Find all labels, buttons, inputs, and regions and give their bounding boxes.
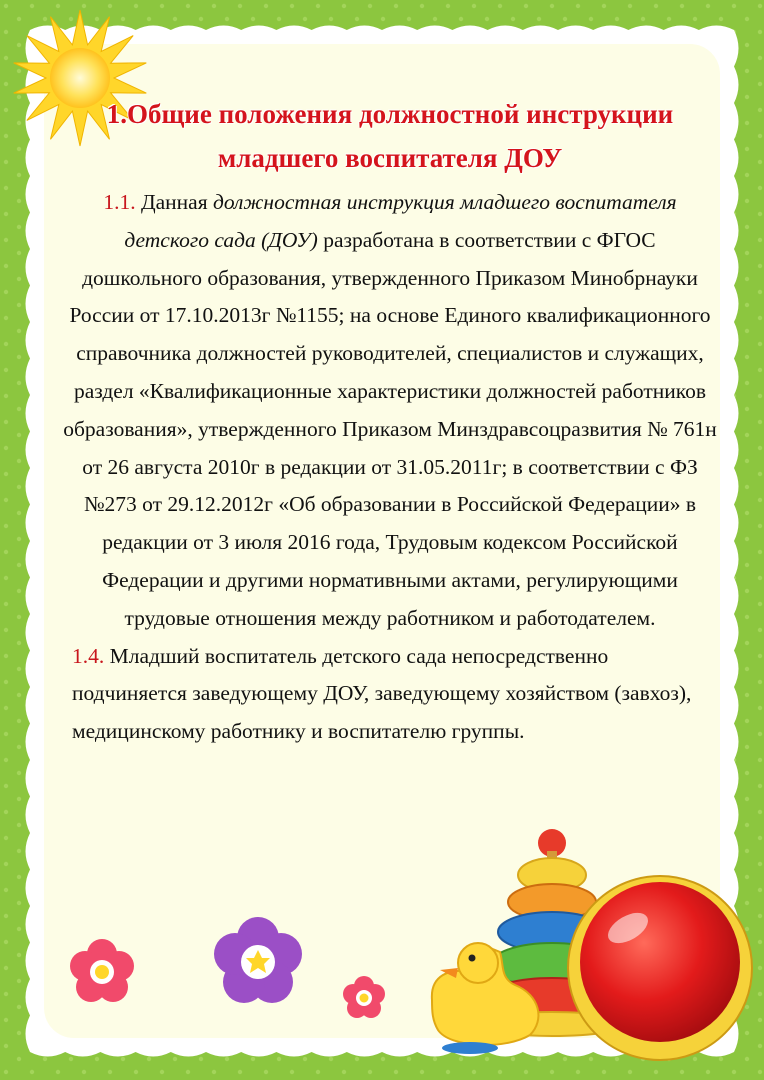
title-line-2: младшего воспитателя ДОУ (217, 143, 563, 173)
section-1-1-text-start: Данная (140, 190, 213, 214)
section-1-4-number: 1.4. (72, 643, 105, 668)
section-1-1-text: разработана в соответствии с ФГОС дошкольного образования, утвержденного Приказом Минобрнауки России от 17.10.2013г №1155; на основе Единого квалификационного справочника должностей руководителей, специалистов и служащих, раздел «Квалификационные характеристики должностей работников образования», утвержденного Приказом Минздравсоцразвития № 761н от 26 августа 2010г в редакции от 31.05.2011г; в соответствии с ФЗ №273 от 29.12.2012г «Об образовании в Российской Федерации» в редакции от 3 июля 2016 года, Трудовым кодексом Российской Федерации и другими нормативными актами, регулирующими трудовые отношения между работником и работодателем. (63, 227, 717, 630)
document-body (62, 92, 718, 751)
section-1-1 (62, 184, 718, 638)
section-1-4-text: Младший воспитатель детского сада непосредственно подчиняется заведующему ДОУ, заведующему хозяйством (завхоз), медицинскому работнику и воспитателю группы. (72, 643, 692, 744)
section-1-1-number: 1.1. (103, 190, 136, 214)
page-title (62, 92, 718, 180)
section-1-4 (62, 638, 720, 751)
title-line-1: 1.Общие положения должностной инструкции (106, 99, 674, 129)
section-1-1-italic: должностная инструкция младшего воспитателя детского сада (ДОУ) (124, 190, 677, 252)
ball-toy-icon (568, 876, 752, 1060)
